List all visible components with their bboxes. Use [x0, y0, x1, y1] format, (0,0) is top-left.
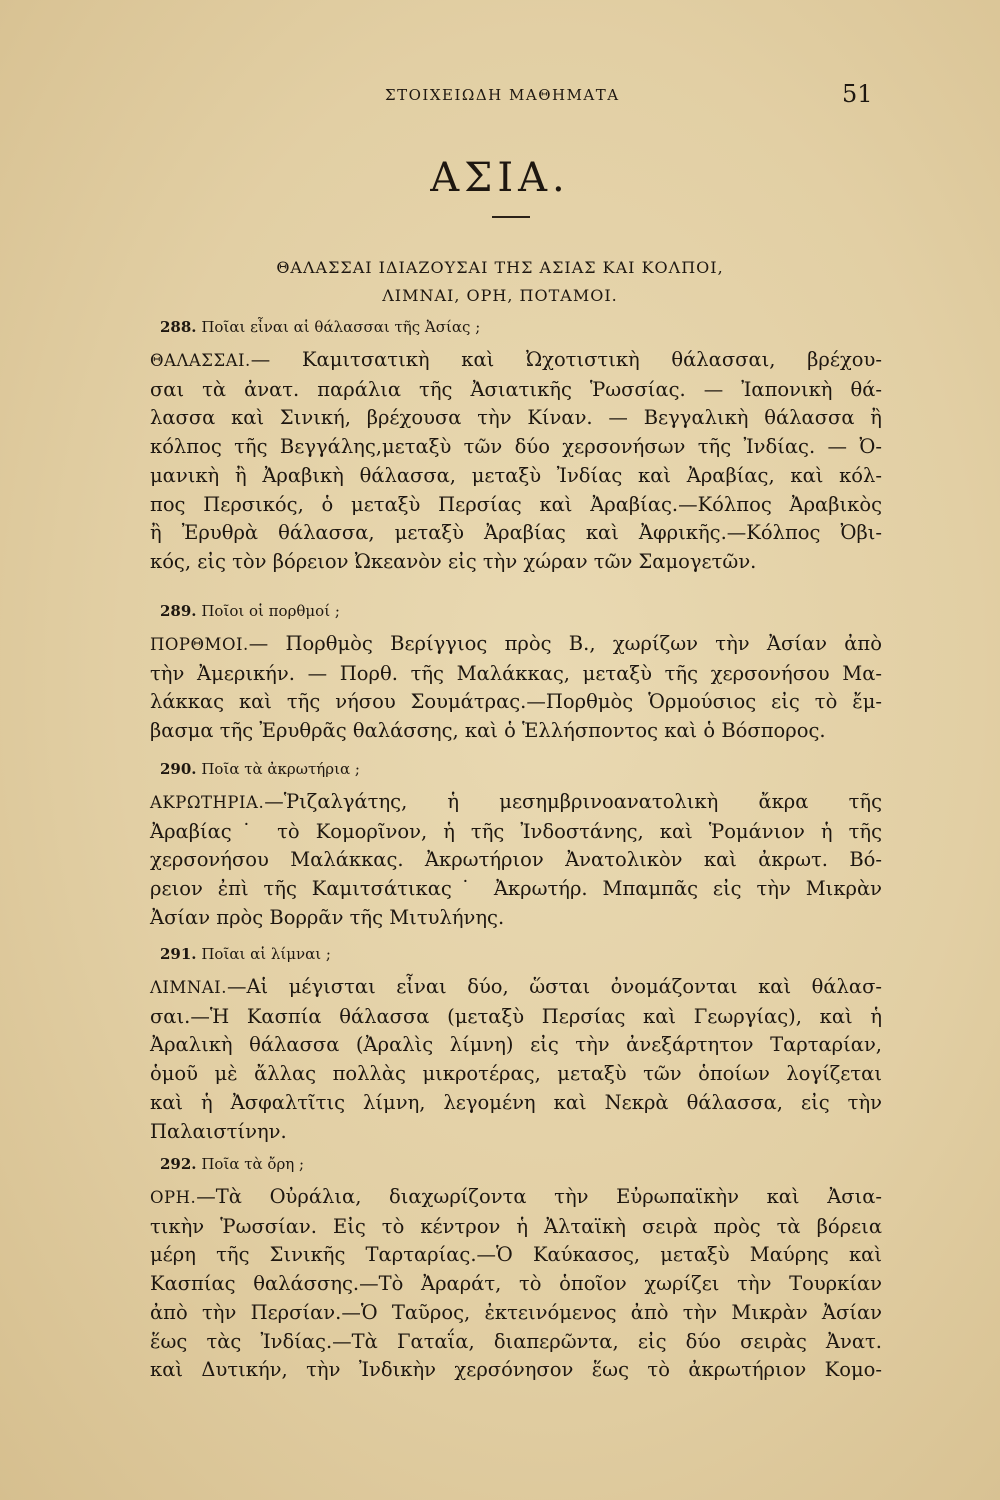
page-number: 51 [842, 80, 873, 108]
section-subtitle-line-1: ΘΑΛΑΣΣΑΙ ΙΔΙΑΖΟΥΣΑΙ ΤΗΣ ΑΣΙΑΣ ΚΑΙ ΚΟΛΠΟΙ, [276, 258, 724, 277]
question-291 [160, 945, 882, 963]
answer-line: ΘΑΛΑΣΣΑΙ.— Καμιτσατικὴ καὶ Ὠχοτιστικὴ θάλασσαι, βρέχου- [150, 348, 882, 371]
answer-line: ἢ Ἐρυθρὰ θάλασσα, μεταξὺ Ἀραβίας καὶ Ἀφρικῆς.—Κόλπος Ὀβι- [150, 521, 882, 545]
answer-line: ἕως τὰς Ἰνδίας.—Τὰ Γαταΐα, διαπερῶντα, εἰς δύο σειρὰς Ἀνατ. [150, 1329, 882, 1353]
answer-line: τὴν Ἀμερικήν. — Πορθ. τῆς Μαλάκκας, μεταξὺ τῆς χερσονήσου Μα- [150, 661, 882, 685]
question-text: Ποῖαι εἶναι αἱ θάλασσαι τῆς Ἀσίας ; [201, 318, 481, 336]
question-289 [160, 602, 882, 620]
answer-line: λάκκας καὶ τῆς νήσου Σουμάτρας.—Πορθμὸς Ὁρμούσιος εἰς τὸ ἔμ- [150, 690, 882, 714]
answer-line: σαι τὰ ἀνατ. παράλια τῆς Ἀσιατικῆς Ῥωσσίας. — Ἰαπονικὴ θά- [150, 377, 882, 401]
answer-line: σαι.—Ἡ Κασπία θάλασσα (μεταξὺ Περσίας καὶ Γεωργίας), καὶ ἡ [150, 1004, 882, 1028]
section-title: ΑΣΙΑ. [430, 155, 570, 201]
answer-line: Ἀραλικὴ θάλασσα (Ἀραλὶς λίμνη) εἰς τὴν ἀνεξάρτητον Ταρταρίαν, [150, 1033, 882, 1057]
question-block-291 [150, 945, 882, 1146]
question-number: 290. [160, 760, 197, 778]
answer-line: βασμα τῆς Ἐρυθρᾶς θαλάσσης, καὶ ὁ Ἑλλήσποντος καὶ ὁ Βόσπορος. [150, 719, 826, 743]
question-block-288 [150, 318, 882, 577]
answer-lead: ΟΡΗ. [150, 1188, 197, 1207]
answer-line: ὁμοῦ μὲ ἄλλας πολλὰς μικροτέρας, μεταξὺ τῶν ὁποίων λογίζεται [150, 1062, 882, 1086]
answer-line: μανικὴ ἢ Ἀραβικὴ θάλασσα, μεταξὺ Ἰνδίας καὶ Ἀραβίας, καὶ κόλ- [150, 463, 882, 487]
answer-line: ΟΡΗ.—Τὰ Οὐράλια, διαχωρίζοντα τὴν Εὐρωπαϊκὴν καὶ Ἀσια- [150, 1185, 882, 1208]
answer-line: τικὴν Ῥωσσίαν. Εἰς τὸ κέντρον ἡ Ἀλταϊκὴ σειρὰ πρὸς τὰ βόρεια [150, 1214, 882, 1238]
question-block-289 [150, 602, 882, 746]
question-290 [160, 760, 882, 778]
question-text: Ποῖαι αἱ λίμναι ; [201, 945, 331, 963]
question-288 [160, 318, 882, 336]
answer-lead: ΘΑΛΑΣΣΑΙ. [150, 351, 251, 370]
answer-line: Ἀσίαν πρὸς Βορρᾶν τῆς Μιτυλήνης. [150, 905, 505, 929]
answer-lead: ΛΙΜΝΑΙ. [150, 978, 227, 997]
question-number: 291. [160, 945, 197, 963]
answer-line: χερσονήσου Μαλάκκας. Ἀκρωτήριον Ἀνατολικὸν καὶ ἀκρωτ. Βό- [150, 848, 882, 872]
answer-line: πος Περσικός, ὁ μεταξὺ Περσίας καὶ Ἀραβίας.—Κόλπος Ἀραβικὸς [150, 492, 882, 516]
answer-line: ρειον ἐπὶ τῆς Καμιτσάτικας˙ Ἀκρωτήρ. Μπαμπᾶς εἰς τὴν Μικρὰν [150, 877, 882, 901]
question-block-290 [150, 760, 882, 933]
question-number: 292. [160, 1155, 197, 1173]
question-text: Ποῖα τὰ ἀκρωτήρια ; [201, 760, 360, 778]
answer-line: ΛΙΜΝΑΙ.—Αἱ μέγισται εἶναι δύο, ὥσται ὀνομάζονται καὶ θάλασ- [150, 975, 882, 998]
answer-line: ἀπὸ τὴν Περσίαν.—Ὁ Ταῦρος, ἐκτεινόμενος ἀπὸ τὴν Μικρὰν Ἀσίαν [150, 1300, 882, 1324]
running-head [0, 80, 1000, 114]
answer-line: λασσα καὶ Σινική, βρέχουσα τὴν Κίναν. — Βεγγαλικὴ θάλασσα ἢ [150, 406, 882, 430]
running-title: ΣΤΟΙΧΕΙΩΔΗ ΜΑΘΗΜΑΤΑ [385, 86, 620, 104]
question-number: 289. [160, 602, 197, 620]
answer-line: ΠΟΡΘΜΟΙ.— Πορθμὸς Βερίγγιος πρὸς Β., χωρίζων τὴν Ἀσίαν ἀπὸ [150, 632, 882, 655]
answer-line: Ἀραβίας˙ τὸ Κομορῖνον, ἡ τῆς Ἰνδοστάνης, καὶ Ῥομάνιον ἡ τῆς [150, 819, 882, 843]
section-subtitle-line-2: ΛΙΜΝΑΙ, ΟΡΗ, ΠΟΤΑΜΟΙ. [382, 286, 618, 305]
answer-line: ΑΚΡΩΤΗΡΙΑ.—Ῥιζαλγάτης, ἡ μεσημβρινοανατολικὴ ἄκρα τῆς [150, 790, 882, 813]
answer-line: Παλαιστίνην. [150, 1119, 287, 1143]
answer-line: κόλπος τῆς Βεγγάλης,μεταξὺ τῶν δύο χερσονήσων τῆς Ἰνδίας. — Ὀ- [150, 435, 882, 459]
answer-line: μέρη τῆς Σινικῆς Ταρταρίας.—Ὁ Καύκασος, μεταξὺ Μαύρης καὶ [150, 1243, 882, 1267]
question-text: Ποῖοι οἱ πορθμοί ; [201, 602, 340, 620]
answer-line: καὶ ἡ Ἀσφαλτῖτις λίμνη, λεγομένη καὶ Νεκρὰ θάλασσα, εἰς τὴν [150, 1090, 882, 1114]
question-text: Ποῖα τὰ ὄρη ; [201, 1155, 305, 1173]
answer-lead: ΠΟΡΘΜΟΙ. [150, 635, 249, 654]
title-rule [492, 216, 530, 218]
question-number: 288. [160, 318, 197, 336]
answer-lead: ΑΚΡΩΤΗΡΙΑ. [150, 793, 265, 812]
question-292 [160, 1155, 882, 1173]
answer-line: καὶ Δυτικήν, τὴν Ἰνδικὴν χερσόνησον ἕως τὸ ἀκρωτήριον Κομο- [150, 1358, 882, 1382]
question-block-292 [150, 1155, 882, 1385]
answer-line: κός, εἰς τὸν βόρειον Ὠκεανὸν εἰς τὴν χώραν τῶν Σαμογετῶν. [150, 549, 757, 573]
answer-line: Κασπίας θαλάσσης.—Τὸ Ἀραράτ, τὸ ὁποῖον χωρίζει τὴν Τουρκίαν [150, 1272, 882, 1296]
